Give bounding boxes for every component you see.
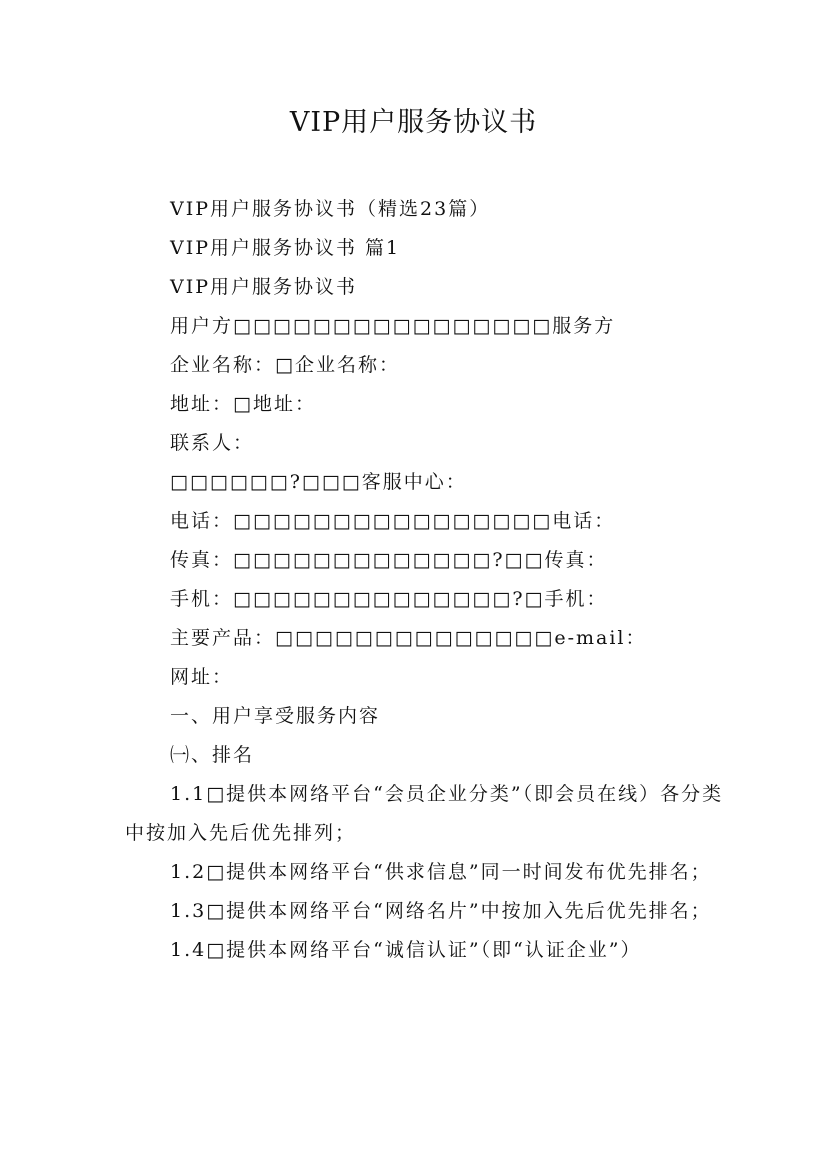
paragraph: 企业名称：□企业名称： <box>170 354 400 376</box>
paragraph: VIP用户服务协议书（精选23篇） <box>170 198 491 220</box>
paragraph: 1.3□提供本网络平台“网络名片”中按加入先后优先排名； <box>170 900 712 922</box>
paragraph: 地址：□地址： <box>170 393 316 415</box>
paragraph: 主要产品：□□□□□□□□□□□□□□e-mail： <box>170 627 647 649</box>
paragraph: VIP用户服务协议书 <box>170 276 358 298</box>
paragraph: 网址： <box>170 666 234 688</box>
document-title: VIP用户服务协议书 <box>289 107 538 138</box>
paragraph: 传真：□□□□□□□□□□□□□?□□传真： <box>170 549 608 571</box>
document-body <box>125 190 725 970</box>
paragraph: 1.2□提供本网络平台“供求信息”同一时间发布优先排名； <box>170 861 712 883</box>
paragraph: ㈠、排名 <box>170 744 255 766</box>
paragraph: 1.4□提供本网络平台“诚信认证”（即“认证企业”） <box>170 939 642 961</box>
paragraph: 联系人： <box>170 432 255 454</box>
paragraph: 一、用户享受服务内容 <box>170 705 381 727</box>
paragraph: 电话：□□□□□□□□□□□□□□□□电话： <box>170 510 616 532</box>
paragraph: 1.1□提供本网络平台“会员企业分类”（即会员在线）各分类中按加入先后优先排列； <box>125 783 724 844</box>
paragraph: □□□□□□?□□□客服中心： <box>170 471 467 493</box>
paragraph: 用户方□□□□□□□□□□□□□□□□服务方 <box>170 315 616 337</box>
paragraph: 手机：□□□□□□□□□□□□□□?□手机： <box>170 588 608 610</box>
paragraph: VIP用户服务协议书 篇1 <box>170 237 401 259</box>
